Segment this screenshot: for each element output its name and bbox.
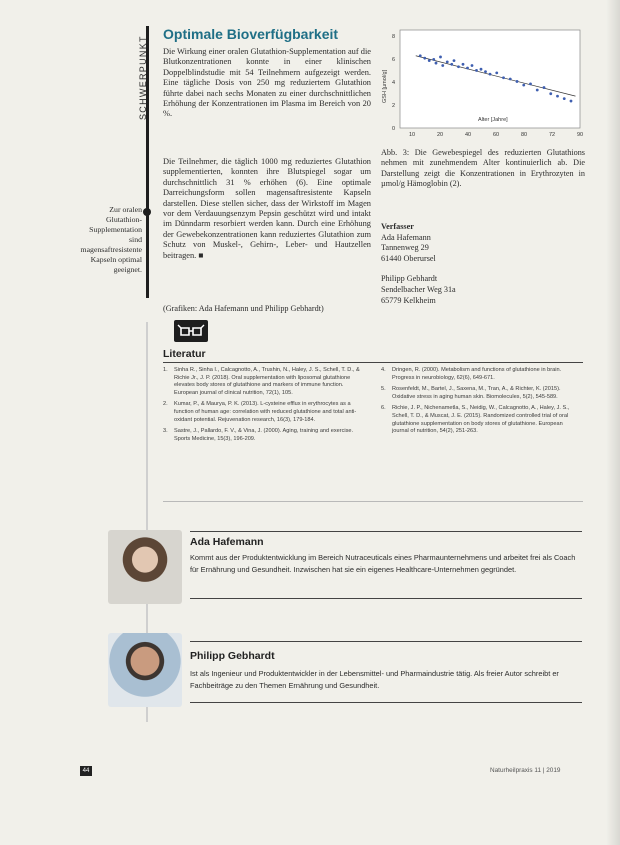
reference-item: 2. Kumar, P., & Maurya, P. K. (2013). L-cysteine efflux in erythrocytes as a function of human age: correlation with reduced glutathione and total anti-oxidant potential. Rejuvenation research, 16(3), 179-184.: [163, 401, 357, 423]
bio-rule: [190, 641, 582, 642]
plot-area: [400, 30, 580, 128]
x-tick-label: 60: [492, 132, 500, 138]
data-point: [484, 70, 487, 73]
data-point: [480, 68, 483, 71]
data-point: [435, 62, 438, 65]
data-point: [495, 71, 498, 74]
data-point: [419, 54, 422, 57]
glutathione-age-scatter-chart: [378, 28, 590, 146]
x-tick-label: 80: [520, 132, 528, 138]
data-point: [475, 69, 478, 72]
x-tick-label: 72: [548, 132, 556, 138]
article-paragraph: Die Wirkung einer oralen Glutathion-Supplementation auf die Blutkonzentrationen konnte in einer klinischen Doppelblindstudie mit 54 Teilnehmern aufgezeigt werden. Eine tägliche Dosis von 250 mg reduziertem Glutathion führte dabei nach sechs Monaten zu einer durchschnittlichen Erhöhung der Konzentrationen im Plasma im Bereich von 20 %.: [163, 47, 371, 119]
bio-name: Ada Hafemann: [190, 536, 264, 548]
data-point: [471, 64, 474, 67]
data-point: [549, 92, 552, 95]
reference-item: 1. Sinha R., Sinha I., Calcagnotto, A., Trushin, N., Haley, J. S., Schell, T. D., & Richie Jr., J. P. (2018). Oral supplementation with liposomal glutathione elevates body stores of glutathione and markers of immune function. European journal of clinical nutrition, 72(1), 105.: [163, 367, 360, 396]
data-point: [446, 60, 449, 63]
x-tick-label: 90: [576, 132, 584, 138]
article-title: Optimale Bioverfügbarkeit: [163, 26, 339, 42]
x-axis-label: Alter [Jahre]: [478, 117, 508, 123]
author-photo: [108, 530, 182, 604]
data-point: [536, 89, 539, 92]
journal-footer: Naturheilpraxis 11 | 2019: [490, 767, 561, 774]
bio-rule: [190, 531, 582, 532]
bio-text: Ist als Ingenieur und Produktentwickler in der Lebensmittel- und Pharmaindustrie tätig. Als freier Autor schreibt er Fachbeiträge zu den Themen Ernährung und Gesundheit.: [190, 669, 559, 690]
author-address-line: 61440 Oberursel: [381, 253, 436, 263]
author-address-line: Tannenweg 29: [381, 243, 429, 253]
data-point: [462, 63, 465, 66]
bio-rule: [190, 598, 582, 599]
author-address-line: Sendelbacher Weg 31a: [381, 284, 456, 294]
bio-rule: [190, 702, 582, 703]
y-tick-label: 6: [391, 57, 395, 63]
margin-note-bullet: [143, 208, 151, 216]
author-address-line: Ada Hafemann: [381, 232, 431, 242]
data-point: [423, 57, 426, 60]
y-tick-label: 0: [391, 126, 395, 132]
page-fold-shadow: [606, 0, 620, 845]
literature-heading: Literatur: [163, 348, 206, 360]
reference-item: 4. Dringen, R. (2000). Metabolism and functions of glutathione in brain. Progress in neurobiology, 62(6), 649-671.: [381, 367, 562, 381]
data-point: [543, 86, 546, 89]
literature-rule: [163, 362, 583, 363]
x-tick-label: 10: [408, 132, 416, 138]
page-number: 44: [80, 766, 92, 776]
data-point: [563, 97, 566, 100]
article-paragraph: Die Teilnehmer, die täglich 1000 mg reduziertes Glutathion supplementierten, konnten ihre Blutspiegel sogar um durchschnittlich 31 % erhöhen (6). Eine optimale Darreichungsform sollen magensaftresistente Kapseln darstellen. Diese stellen sicher, dass der Wirkstoff im Magen vor dem Verdauungsenzym Pepsin geschützt wird und intakt im Dünndarm resorbiert werden kann. Durch eine Erhöhung der Gewebekonzentrationen kann reduziertes Glutathion zum Schutz von Muskel-, Gehirn-, Leber- und Hautzellen beitragen. ■: [163, 157, 371, 260]
x-tick-label: 40: [464, 132, 472, 138]
x-tick-label: 20: [436, 132, 444, 138]
reference-list-right: [381, 367, 581, 440]
author-address-box: [381, 222, 581, 306]
data-point: [441, 64, 444, 67]
bio-name: Philipp Gebhardt: [190, 650, 275, 662]
data-point: [522, 84, 525, 87]
author-box-heading: Verfasser: [381, 222, 414, 231]
y-tick-label: 8: [391, 34, 395, 40]
reference-list-left: [163, 367, 363, 447]
data-point: [466, 67, 469, 70]
data-point: [457, 65, 460, 68]
data-point: [570, 100, 573, 103]
data-point: [516, 80, 519, 83]
data-point: [509, 78, 512, 81]
data-point: [428, 59, 431, 62]
data-point: [439, 56, 442, 59]
author-photo: [108, 633, 182, 707]
data-point: [432, 58, 435, 61]
y-tick-label: 4: [391, 80, 395, 86]
reference-item: 5. Rosenfeldt, M., Bartel, J., Saxena, M., Tran, A., & Richter, K. (2015). Oxidative stress in aging human skin. Biomolecules, 5(2), 545-589.: [381, 386, 561, 400]
reference-item: 3. Sastre, J., Pallardo, F. V., & Vina, J. (2000). Aging, training and exercise. Sports Medicine, 15(3), 196-209.: [163, 428, 354, 442]
data-point: [489, 73, 492, 76]
reference-item: 6. Richie, J. P., Nichenametla, S., Neidig, W., Calcagnotto, A., Haley, J. S., Schell, T. D., & Muscat, J. E. (2015). Randomized controlled trial of oral glutathione supplementation on body stores of glutathione. European journal of nutrition, 54(2), 251-263.: [381, 405, 570, 435]
glasses-icon: [174, 320, 208, 342]
graphics-credit: (Grafiken: Ada Hafemann und Philipp Gebhardt): [163, 304, 324, 313]
data-point: [502, 76, 505, 79]
data-point: [450, 63, 453, 66]
literature-end-rule: [163, 501, 583, 502]
bio-text: Kommt aus der Produktentwicklung im Bereich Nutraceuticals eines Pharmaunternehmens und arbeitet frei als Coach für Ernährung und Gesundheit. Inzwischen hat sie ein eigenes Healthcare-Unternehmen gegründet.: [190, 553, 576, 574]
data-point: [556, 95, 559, 98]
data-point: [453, 59, 456, 62]
margin-note: Zur oralen Glutathion-Supplementation sind magensaftresistente Kapseln optimal geeignet.: [80, 205, 142, 274]
author-address-spacer: [381, 264, 581, 274]
y-axis-label: GSH [µmol/g]: [382, 69, 388, 103]
section-label: SCHWERPUNKT: [138, 35, 148, 120]
figure-caption: Abb. 3: Die Gewebespiegel des reduzierten Glutathions nehmen mit zunehmendem Alter kontinuierlich ab. Die Darstellung zeigt die Konzentrationen in Erythrozyten in µmol/g Hämoglobin (2).: [381, 148, 585, 189]
y-tick-label: 2: [391, 103, 395, 109]
author-address-line: Philipp Gebhardt: [381, 274, 438, 284]
data-point: [529, 83, 532, 86]
author-address-line: 65779 Kelkheim: [381, 295, 436, 305]
